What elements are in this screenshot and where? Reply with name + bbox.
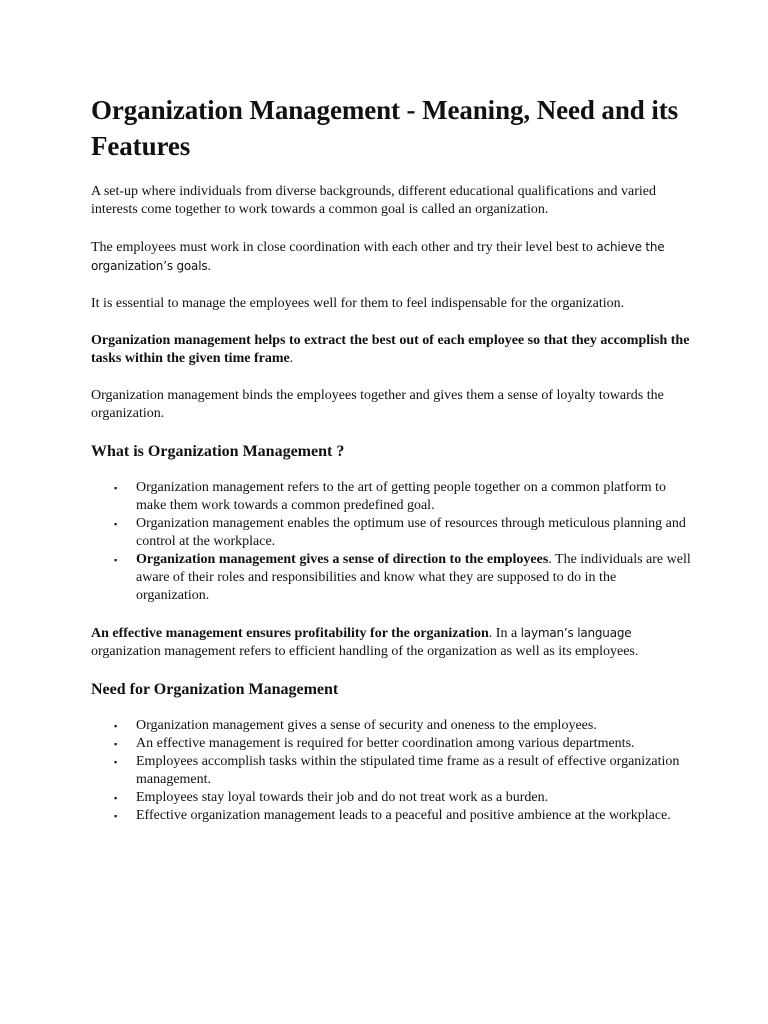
list-item-text: Employees accomplish tasks within the stipulated time frame as a result of effective organization management. — [136, 754, 680, 787]
list-item-text: . The individuals are well aware of their roles and responsibilities and know what they are supposed to do in the organization. — [136, 552, 691, 603]
square-bullet-icon: ▪ — [114, 739, 118, 749]
intro-paragraph-4 — [91, 332, 691, 368]
square-bullet-icon: ▪ — [114, 793, 118, 803]
list-item — [91, 551, 691, 605]
list-item — [91, 515, 691, 551]
intro-paragraph-4-bold: Organization management helps to extract the best out of each employee so that they accomplish the tasks within the given time frame — [91, 333, 690, 366]
intro-paragraph-5: Organization management binds the employees together and gives them a sense of loyalty towards the organization. — [91, 388, 664, 421]
square-bullet-icon: ▪ — [114, 757, 118, 767]
profitability-mid: . In a — [488, 626, 521, 641]
list-item-bold-text: Organization management gives a sense of direction to the employees — [136, 552, 549, 567]
intro-paragraph-1: A set-up where individuals from diverse backgrounds, different educational qualifications and varied interests come together to work towards a common goal is called an organization. — [91, 184, 657, 217]
list-item — [91, 479, 691, 515]
list-item-text: Organization management enables the optimum use of resources through meticulous planning and control at the workplace. — [136, 516, 686, 549]
list-item — [91, 789, 691, 807]
list-item-text: Organization management refers to the art of getting people together on a common platform to make them work towards a common predefined goal. — [136, 480, 667, 513]
list-item — [91, 735, 691, 753]
intro-paragraph-2-text: The employees must work in close coordination with each other and try their level best to — [91, 240, 597, 255]
section-heading-what-is: What is Organization Management ? — [91, 443, 345, 460]
profitability-bold: An effective management ensures profitability for the organization — [91, 626, 489, 641]
square-bullet-icon: ▪ — [114, 811, 118, 821]
list-item-text: Effective organization management leads to a peaceful and positive ambience at the workplace. — [136, 808, 671, 823]
list-item-text: An effective management is required for better coordination among various departments. — [136, 736, 635, 751]
square-bullet-icon: ▪ — [114, 483, 118, 493]
profitability-alt-font-text: layman’s language — [520, 626, 632, 640]
list-item — [91, 753, 691, 789]
intro-paragraph-2 — [91, 238, 691, 276]
management-profitability-paragraph — [91, 624, 691, 661]
square-bullet-icon: ▪ — [114, 555, 118, 565]
list-item — [91, 807, 691, 825]
square-bullet-icon: ▪ — [114, 721, 118, 731]
document-page — [91, 92, 691, 844]
section-heading-need-for: Need for Organization Management — [91, 681, 339, 698]
need-for-bullet-list — [91, 717, 691, 825]
profitability-tail: organization management refers to efficient handling of the organization as well as its employees. — [91, 644, 639, 659]
what-is-bullet-list — [91, 479, 691, 605]
list-item-text: Employees stay loyal towards their job and do not treat work as a burden. — [136, 790, 549, 805]
intro-paragraph-4-tail: . — [289, 351, 294, 366]
intro-paragraph-2-alt-font-text: achieve the organization’s goals. — [91, 240, 665, 273]
square-bullet-icon: ▪ — [114, 519, 118, 529]
list-item-text: Organization management gives a sense of security and oneness to the employees. — [136, 718, 597, 733]
intro-paragraph-3: It is essential to manage the employees well for them to feel indispensable for the organization. — [91, 296, 625, 311]
list-item — [91, 717, 691, 735]
page-title: Organization Management - Meaning, Need and its Features — [91, 95, 679, 161]
